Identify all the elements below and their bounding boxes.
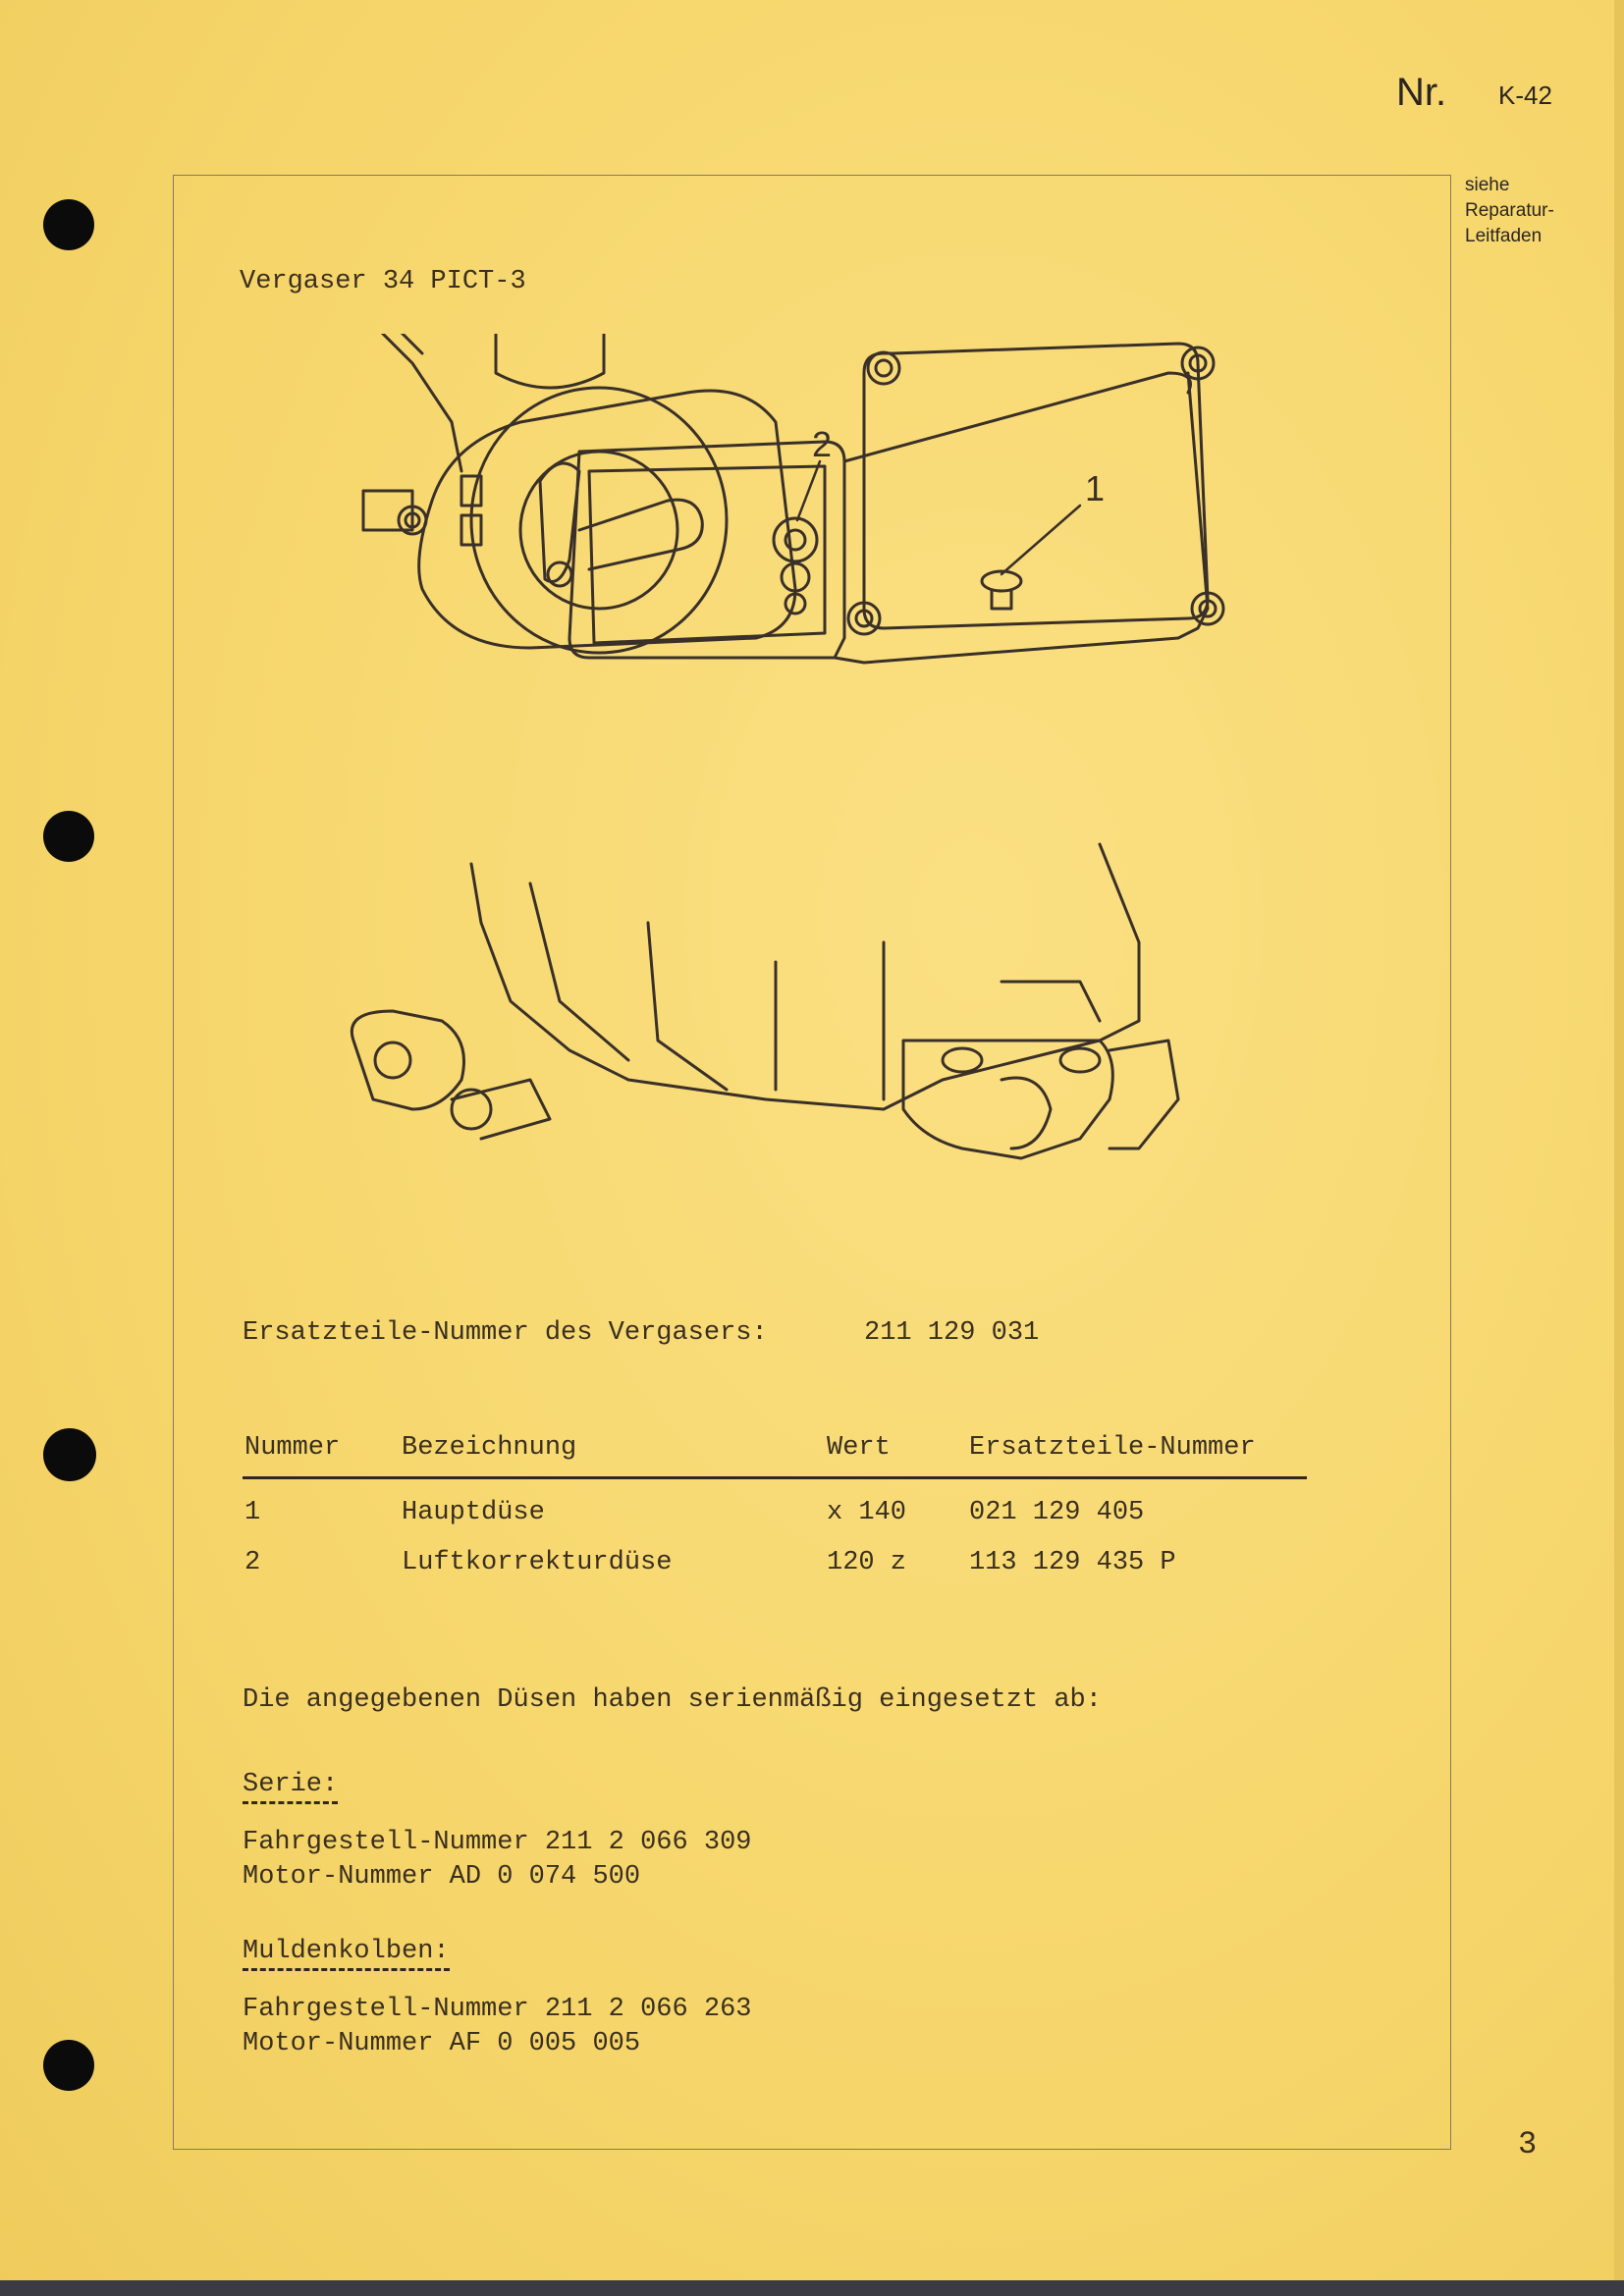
punch-hole (43, 199, 94, 250)
cell-wert: 120 z (827, 1548, 907, 1577)
muldenkolben-engine-number: Motor-Nummer AF 0 005 005 (243, 2029, 641, 2058)
carburetor-body-outline (471, 844, 1139, 1109)
carburetor-drawing (334, 334, 1237, 1198)
linkage-lever (352, 1011, 550, 1139)
reference-line: siehe (1465, 175, 1510, 195)
muldenkolben-heading-text: Muldenkolben: (243, 1937, 450, 1971)
col-header-bezeichnung: Bezeichnung (402, 1433, 577, 1463)
outlet-flange (903, 1041, 1178, 1158)
cell-bezeichnung: Luftkorrekturdüse (402, 1548, 673, 1577)
repair-guide-reference (1465, 173, 1612, 249)
document-code: K-42 (1498, 80, 1552, 110)
jets-note: Die angegebenen Düsen haben serienmäßig eingesetzt ab: (243, 1685, 1102, 1715)
paper-edge (1614, 0, 1624, 2296)
serie-engine-number: Motor-Nummer AD 0 074 500 (243, 1862, 641, 1892)
reference-line: Reparatur- (1465, 200, 1554, 221)
air-intake-flange (363, 388, 795, 653)
carburetor-part-number-label: Ersatzteile-Nummer des Vergasers: (243, 1318, 768, 1348)
nr-label: Nr. (1396, 71, 1447, 114)
col-header-wert: Wert (827, 1433, 891, 1463)
cell-wert: x 140 (827, 1498, 907, 1527)
callout-2-label: 2 (812, 424, 833, 464)
cell-ersatzteile-nummer: 021 129 405 (969, 1498, 1145, 1527)
carburetor-part-number: 211 129 031 (864, 1318, 1040, 1348)
page-title: Vergaser 34 PICT-3 (240, 267, 526, 296)
jet-1-fitting (982, 571, 1021, 609)
punch-hole (43, 811, 94, 862)
muldenkolben-chassis-number: Fahrgestell-Nummer 211 2 066 263 (243, 1995, 752, 2024)
serie-chassis-number: Fahrgestell-Nummer 211 2 066 309 (243, 1828, 752, 1857)
callout-1-label: 1 (1085, 468, 1106, 508)
reference-line: Leitfaden (1465, 226, 1543, 246)
col-header-nummer: Nummer (244, 1433, 341, 1463)
serie-heading (243, 1770, 338, 1799)
punch-hole (43, 1428, 96, 1481)
table-row (243, 1498, 1307, 1537)
serie-heading-text: Serie: (243, 1770, 338, 1804)
cell-nummer: 1 (244, 1498, 261, 1527)
scan-bottom-edge (0, 2280, 1624, 2296)
muldenkolben-heading (243, 1937, 450, 1966)
automatic-choke-housing (496, 334, 604, 388)
col-header-ersatzteile-nummer: Ersatzteile-Nummer (969, 1433, 1256, 1463)
table-row (243, 1548, 1307, 1587)
page-number: 3 (1518, 2126, 1538, 2163)
cell-bezeichnung: Hauptdüse (402, 1498, 545, 1527)
jet-table-header (243, 1433, 1307, 1479)
float-chamber-cover (569, 344, 1223, 663)
cell-ersatzteile-nummer: 113 129 435 P (969, 1548, 1176, 1577)
throttle-spindle (334, 334, 461, 471)
callout-lines (797, 461, 1080, 574)
cell-nummer: 2 (244, 1548, 261, 1577)
punch-hole (43, 2040, 94, 2091)
